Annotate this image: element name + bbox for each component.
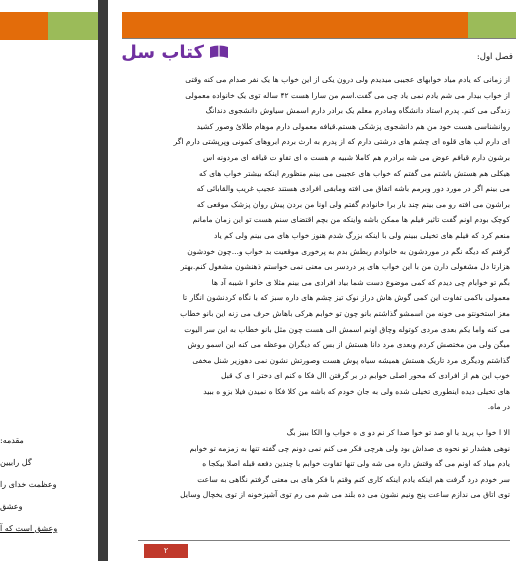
text-line: الا ا خوا ب پرید با او صد تو خوا صدا کر نم دو ی ه خواب وا الکا ببیز بگ bbox=[286, 428, 510, 438]
logo bbox=[120, 40, 230, 64]
text-line: گرفتم که دیگه نگم در موردشون به خانوادم ربطش بدم به پرخوری موقعیت بد خواب و...چون خودشون bbox=[187, 246, 510, 256]
previous-page-line: مقدمه: bbox=[0, 436, 24, 445]
book-logo-icon bbox=[208, 44, 230, 60]
text-line: توی اتاق می ندازم ساعت پنج ونیم نشون می ده بلند می شم می رم توی آشپزخونه از توی یخچال وسایل bbox=[180, 490, 510, 500]
text-line: های تخیلی دیده اینطوری تخیلی شده ولی به جان خودم که باشه من کلا فکا ه نمیدن فیلا بزو ه ببید bbox=[203, 386, 510, 396]
body-text bbox=[138, 72, 510, 503]
text-line: مغز استخونتو می خونه من اسمشو گذاشتم بانو چون تو خوابم هرکی باهاش حرف می زنه این بانو خطاب bbox=[180, 308, 510, 318]
text-line: گذاشتم ودیگری مرد تاریک هستش همیشه سیاه پوش هست وصورتش نشون نمی دهوزیر شنل مخفی bbox=[192, 355, 510, 365]
text-line: در ماه. bbox=[487, 402, 510, 412]
text-line: از خواب بیدار می شم یادم نمی یاد چی می گفت.اسم من سارا هست ۴۲ ساله توی یک خانواده معمولی bbox=[185, 90, 510, 100]
header-band-orange bbox=[122, 12, 468, 38]
page-number: ۲ bbox=[144, 544, 188, 558]
previous-page bbox=[0, 0, 98, 561]
previous-page-text bbox=[0, 430, 98, 540]
previous-page-line: وعشق است که آ bbox=[0, 524, 58, 533]
text-line: منعم کرد که فیلم های تخیلی ببینم ولی با اینکه بزرگ شدم هنوز خواب های می بینم ولی کم یاد bbox=[213, 230, 510, 240]
page-gutter bbox=[98, 0, 108, 561]
text-line: می کنه واما یکم بعدی مردی کوتوله وچاق اونم اسمش الی هست چون مثل بانو خطاب به این سر الیوت bbox=[184, 324, 510, 334]
previous-page-header-band-orange bbox=[0, 12, 48, 40]
text-line: میگن ولی من مختصش کردم وبعدی مرد دانا هستش از بس که دیگران موعظه می کنه این اسمو روش bbox=[187, 340, 510, 350]
header-band-green bbox=[468, 12, 516, 38]
text-line: معمولی باکمی تفاوت این کمی گوش هاش دراز نوک تیز چشم های داره سبز که با نگاه کردنشون انگار تا bbox=[182, 293, 510, 303]
footer-rule bbox=[138, 540, 510, 541]
previous-page-line: گل رابیین bbox=[0, 458, 32, 467]
text-line: نوهی هشدار تو نحوه ی صداش بود ولی هرچی فکر می کنم نمی دونم چی گفته تنها به زمزمه تو خوابم bbox=[189, 443, 510, 453]
chapter-title: فصل اول: bbox=[476, 52, 513, 62]
text-line: یادم میاد که اونم می گه وقتش داره می شه ولی تنها تفاوت خوابم با چندین دفعه قبله اصلا بیکجا ه bbox=[202, 459, 510, 469]
text-line: کوچک بودم اونم گفت تاثیر فیلم ها ممکن باشه واینکه من بچم اقتضای سنم هست تو این زمان مامانم bbox=[192, 215, 510, 225]
text-line: می بینم اگر در مورد دور وبرمم باشه اتفاق می افته ومابقی افرادی هستند عجیب غریب والقابائی که bbox=[196, 184, 510, 194]
document-page bbox=[108, 0, 529, 561]
text-line: سر خودم درد گرفت هم اینکه یادم اینکه کاری کنم وقتم با فکر های بی معنی گرفتم نگاهی به ساعت bbox=[197, 474, 510, 484]
header-rule bbox=[122, 38, 516, 39]
text-line: برشون دارم قیافم عوض می شه برادرم هم کاملا شبیه م هست ه ای تفاو ت قیافه ای مردونه اس bbox=[203, 152, 510, 162]
logo-text: کتاب سل bbox=[121, 41, 204, 63]
previous-page-line: وعظمت خدای را bbox=[0, 480, 57, 489]
text-line: ای دارم لب های قلوه ای چشم های درشتی دارم که از پدرم به ارث بردم ابروهای کمونی وپرپشتی دارم اگر bbox=[173, 137, 510, 147]
text-line: خوب این هم از افرادی که محور اصلی خوابم در بر گرفتن اال فکا ه کنم ای دختر ا ی ک قبل bbox=[220, 371, 510, 381]
previous-page-header-band-green bbox=[48, 12, 98, 40]
text-line: هیکلی هم هستش باشتم می گفتم که خواب های عجیبی می بینم منظورم اینکه بیشتر خواب های که bbox=[199, 168, 510, 178]
text-line: براشون می افته رو می بینم چند بار برا خانوادم گفتم ولی اونا من بردن پیش روان پزشک موقعی که bbox=[196, 199, 510, 209]
text-line: هزارتا دل مشغولی دارن من با این خواب های پر دردسر بی معنی نمی خواستم ذهنشون مشغول کنم.بهتر bbox=[180, 262, 510, 272]
previous-page-line: وعشق bbox=[0, 502, 23, 511]
text-line: از زمانی که یادم میاد خوابهای عجیبی میدیدم ولی درون یکی از این خواب ها یک نفر صدام می کنه وقتی bbox=[185, 75, 510, 84]
text-line: بگم تو خوابام چی دیدم که کمی موضوع دست شما بیاد افرادی می بینم مثلا ی خانو ا شیبه آد ها bbox=[211, 277, 510, 287]
text-line: زندگی می کنم. پدرم استاد دانشگاه ومادرم معلم یک برادر دارم اسمش سیاوش دانشجوی دندانگ bbox=[205, 106, 510, 116]
text-line: روانشناسی هست خود من هم دانشجوی پزشکی هستم.قیافه معمولی دارم موهام طلائ وصور کشید bbox=[196, 121, 510, 131]
